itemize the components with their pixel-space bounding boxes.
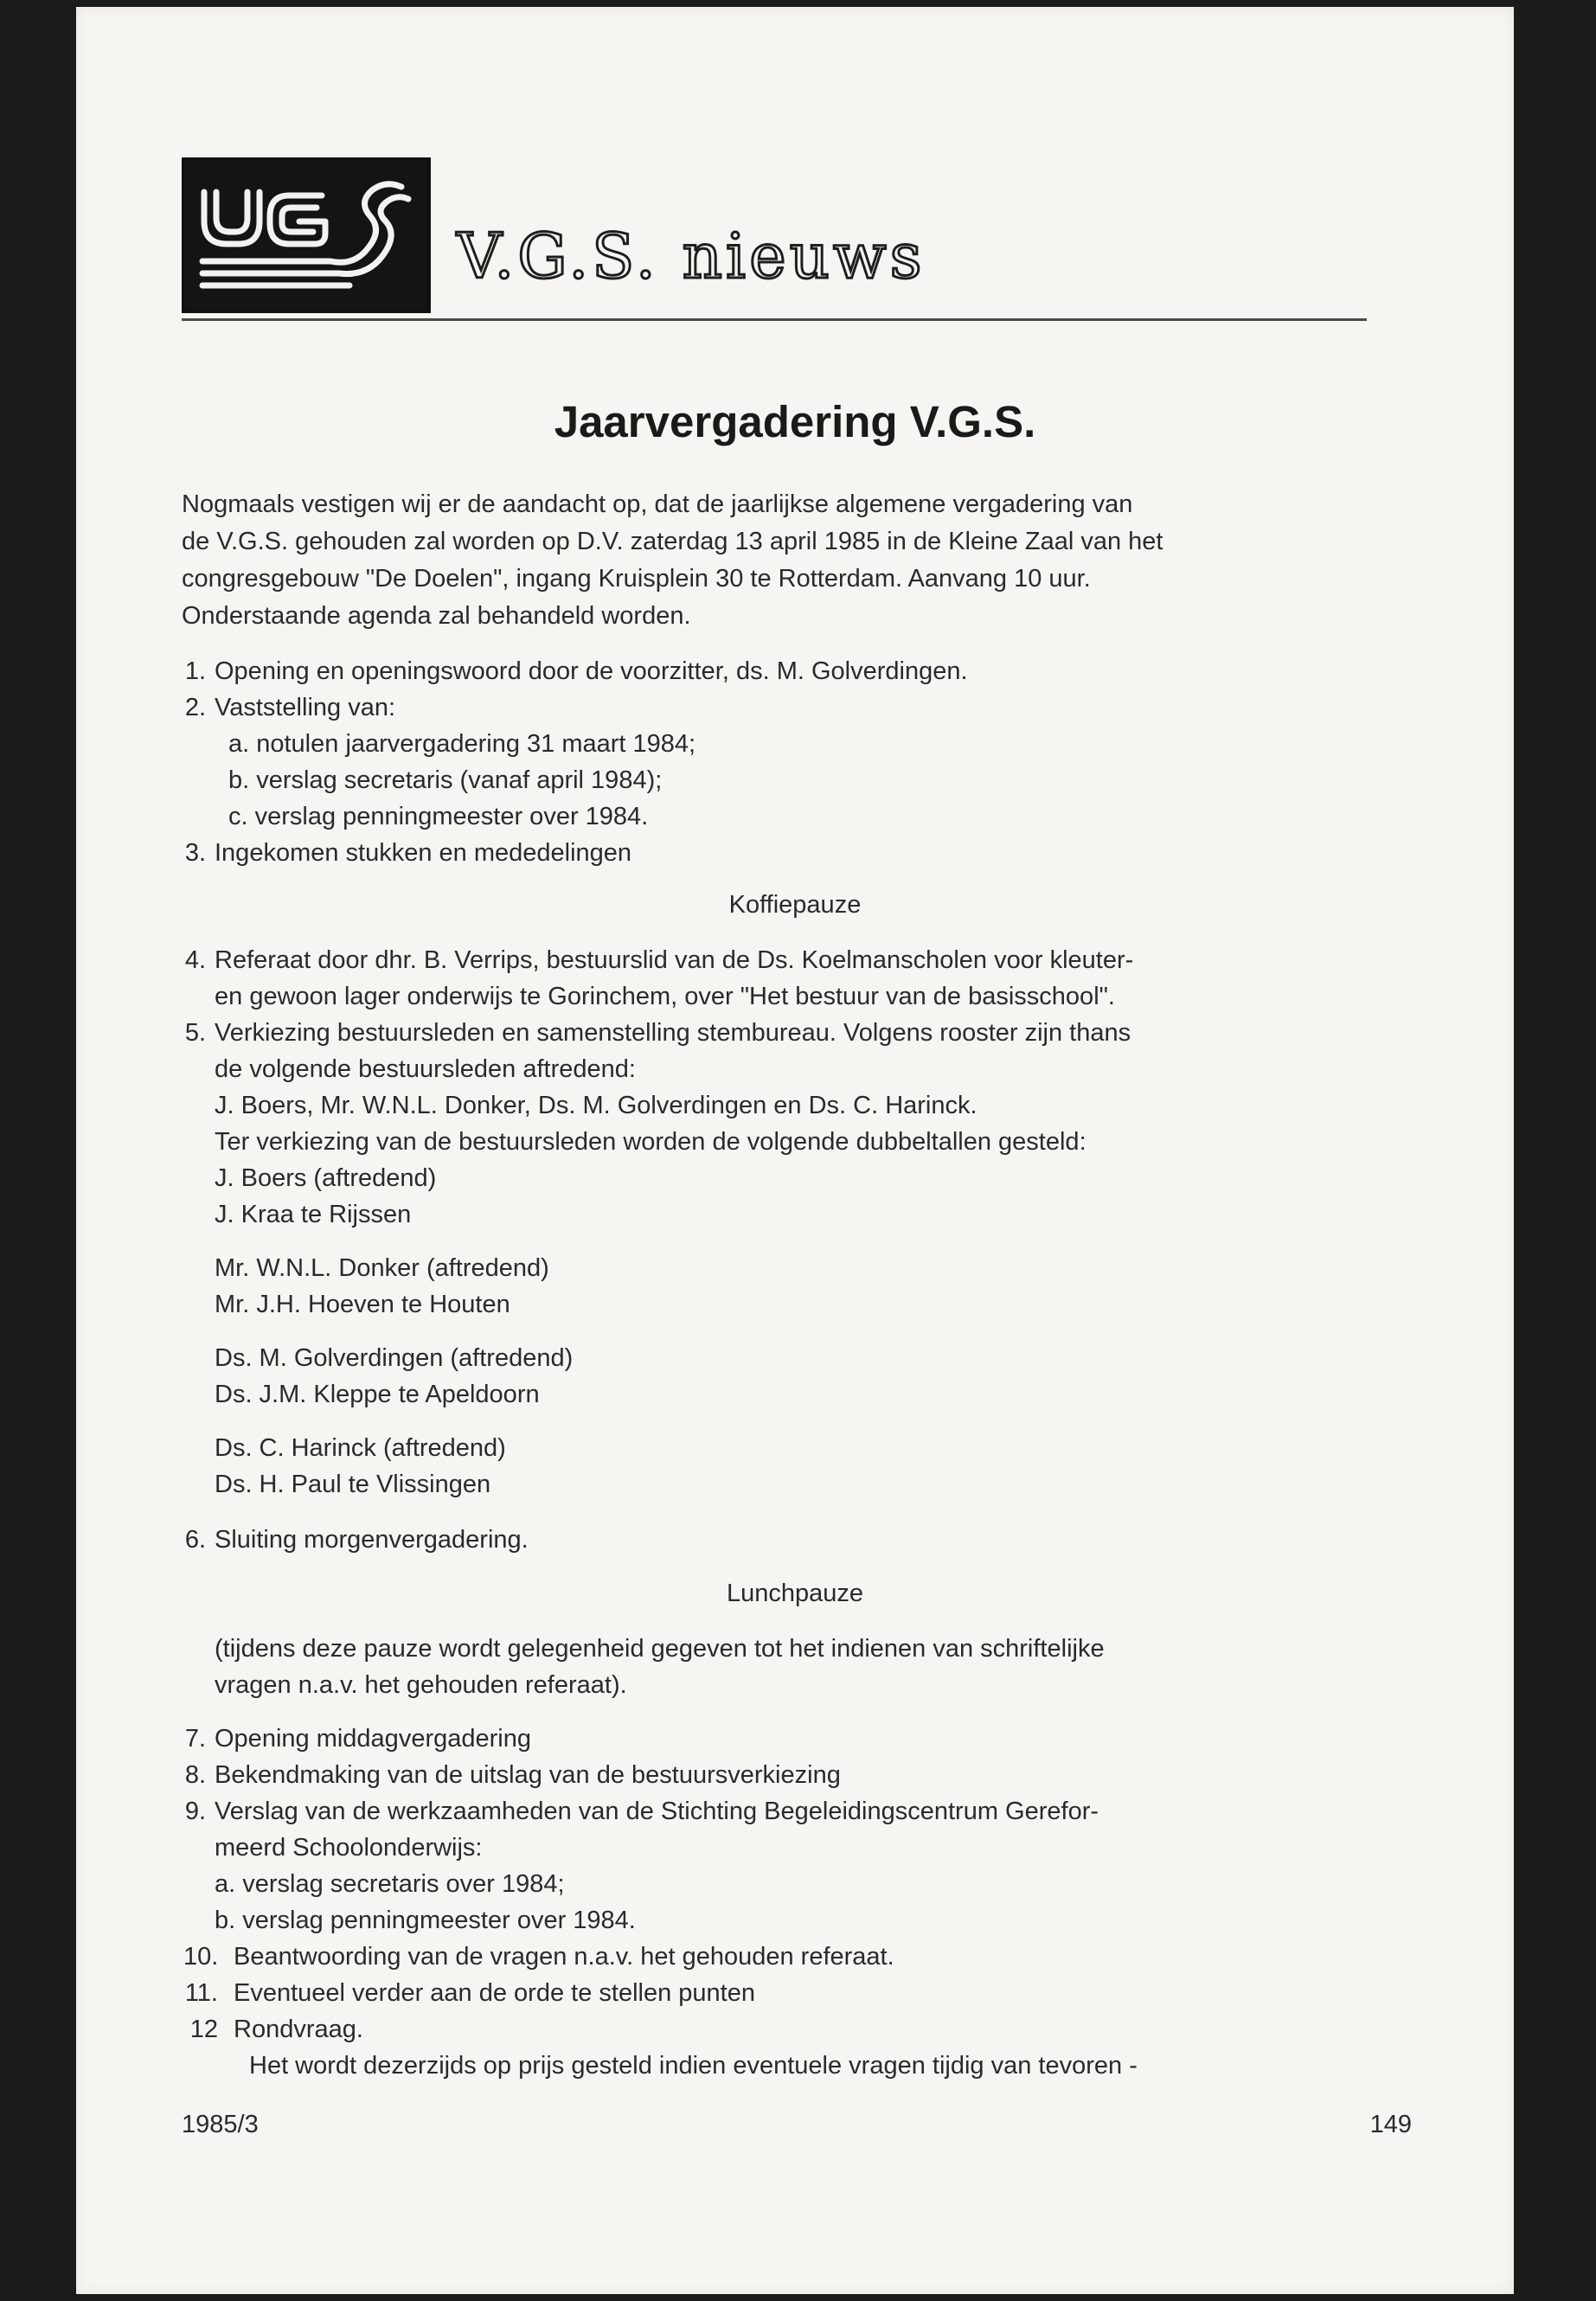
coffee-break-heading: Koffiepauze [728, 891, 862, 919]
candidate-3a: Ds. M. Golverdingen (aftredend) [215, 1344, 574, 1372]
agenda-item-4: Referaat door dhr. B. Verrips, bestuurslid van de Ds. Koelmanscholen voor kleuter- [215, 946, 1134, 974]
masthead-divider [182, 318, 1367, 321]
agenda-num-8: 8. [184, 1761, 206, 1789]
intro-line-3: congresgebouw "De Doelen", ingang Kruisplein 30 te Rotterdam. Aanvang 10 uur. [182, 565, 1091, 593]
agenda-num-1: 1. [184, 657, 206, 685]
agenda-item-7: Opening middagvergadering [215, 1725, 531, 1753]
agenda-item-1: Opening en openingswoord door de voorzitter, ds. M. Golverdingen. [215, 657, 968, 685]
candidate-1b: J. Kraa te Rijssen [215, 1201, 412, 1228]
agenda-item-2: Vaststelling van: [215, 694, 396, 721]
document-page [76, 7, 1514, 2294]
vgs-logo [182, 157, 431, 313]
lunch-break-note-2: vragen n.a.v. het gehouden referaat). [215, 1671, 627, 1699]
candidate-2a: Mr. W.N.L. Donker (aftredend) [215, 1254, 549, 1282]
agenda-num-6: 6. [184, 1526, 206, 1554]
agenda-item-2a: a. notulen jaarvergadering 31 maart 1984; [228, 730, 696, 758]
agenda-item-2c: c. verslag penningmeester over 1984. [228, 803, 649, 830]
candidate-4b: Ds. H. Paul te Vlissingen [215, 1471, 491, 1498]
agenda-item-9a: a. verslag secretaris over 1984; [215, 1870, 565, 1898]
agenda-item-9b: b. verslag penningmeester over 1984. [215, 1907, 636, 1934]
intro-line-1: Nogmaals vestigen wij er de aandacht op, dat de jaarlijkse algemene vergadering van [182, 490, 1133, 518]
candidate-4a: Ds. C. Harinck (aftredend) [215, 1434, 506, 1462]
closing-line: Het wordt dezerzijds op prijs gesteld indien eventuele vragen tijdig van tevoren - [249, 2052, 1138, 2080]
candidate-2b: Mr. J.H. Hoeven te Houten [215, 1291, 510, 1318]
agenda-item-10: Beantwoording van de vragen n.a.v. het gehouden referaat. [234, 1943, 894, 1971]
intro-line-4: Onderstaande agenda zal behandeld worden. [182, 602, 691, 630]
agenda-item-12: Rondvraag. [234, 2016, 363, 2043]
agenda-item-5-cont-2: J. Boers, Mr. W.N.L. Donker, Ds. M. Golverdingen en Ds. C. Harinck. [215, 1092, 977, 1119]
candidate-3b: Ds. J.M. Kleppe te Apeldoorn [215, 1381, 540, 1408]
lunch-break-heading: Lunchpauze [726, 1580, 864, 1607]
agenda-item-3: Ingekomen stukken en mededelingen [215, 839, 632, 867]
agenda-num-4: 4. [184, 946, 206, 974]
intro-line-2: de V.G.S. gehouden zal worden op D.V. zaterdag 13 april 1985 in de Kleine Zaal van het [182, 528, 1163, 555]
agenda-item-11: Eventueel verder aan de orde te stellen punten [234, 1979, 755, 2007]
agenda-num-7: 7. [184, 1725, 206, 1753]
vgs-logo-mark [185, 161, 427, 310]
agenda-item-4-cont: en gewoon lager onderwijs te Gorinchem, over "Het bestuur van de basisschool". [215, 983, 1115, 1010]
masthead-title: V.G.S. nieuws [457, 220, 926, 292]
agenda-item-6: Sluiting morgenvergadering. [215, 1526, 529, 1554]
page-number: 149 [1369, 2111, 1412, 2138]
agenda-item-5: Verkiezing bestuursleden en samenstelling stembureau. Volgens rooster zijn thans [215, 1019, 1131, 1047]
agenda-num-9: 9. [184, 1798, 206, 1825]
candidate-1a: J. Boers (aftredend) [215, 1164, 437, 1192]
agenda-item-9-cont: meerd Schoolonderwijs: [215, 1834, 483, 1862]
agenda-item-5-cont-3: Ter verkiezing van de bestuursleden worden de volgende dubbeltallen gesteld: [215, 1128, 1086, 1156]
article-title: Jaarvergadering V.G.S. [554, 397, 1036, 446]
issue-number: 1985/3 [182, 2111, 259, 2138]
agenda-num-3: 3. [184, 839, 206, 867]
agenda-num-2: 2. [184, 694, 206, 721]
agenda-item-2b: b. verslag secretaris (vanaf april 1984); [228, 766, 663, 794]
agenda-num-10: 10. [183, 1943, 219, 1971]
agenda-item-5-cont-1: de volgende bestuursleden aftredend: [215, 1055, 636, 1083]
agenda-num-5: 5. [184, 1019, 206, 1047]
agenda-num-12: 12 [189, 2016, 218, 2043]
agenda-num-11: 11. [184, 1979, 218, 2007]
agenda-item-9: Verslag van de werkzaamheden van de Stichting Begeleidingscentrum Gerefor- [215, 1798, 1099, 1825]
agenda-item-8: Bekendmaking van de uitslag van de bestuursverkiezing [215, 1761, 841, 1789]
lunch-break-note-1: (tijdens deze pauze wordt gelegenheid gegeven tot het indienen van schriftelijke [215, 1635, 1105, 1663]
